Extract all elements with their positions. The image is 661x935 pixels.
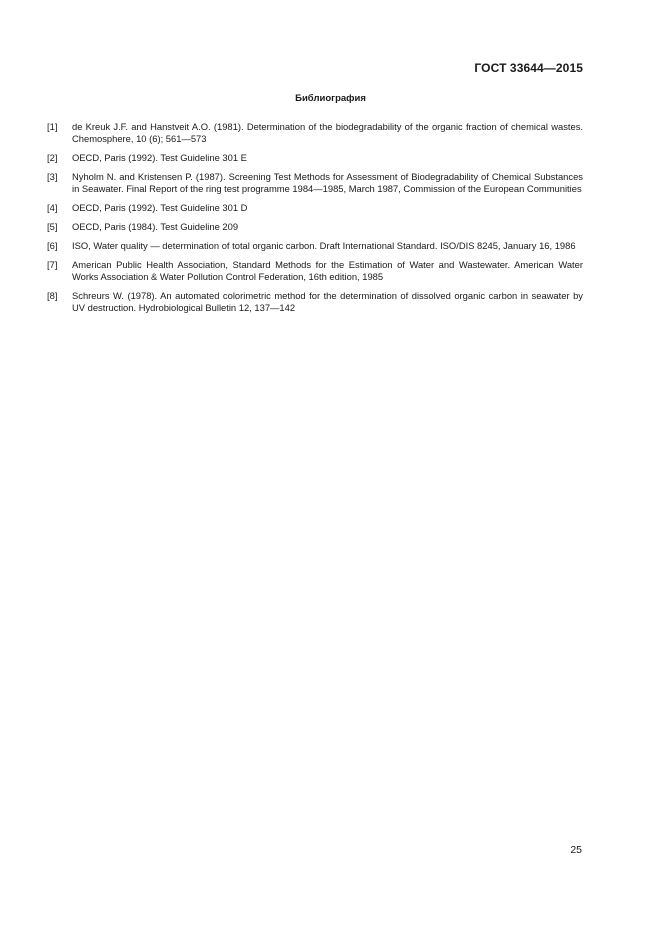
bibliography-item [47, 240, 583, 252]
bibliography-item-text: de Kreuk J.F. and Hanstveit A.O. (1981). Determination of the biodegradability of the organic fraction of chemical wastes. Chemosphere, 10 (6); 561—573 [72, 121, 583, 144]
bibliography-item [47, 259, 583, 283]
bibliography-item-text: OECD, Paris (1992). Test Guideline 301 D [72, 202, 248, 213]
bibliography-list [47, 121, 583, 321]
bibliography-item-number: [7] [47, 259, 58, 270]
bibliography-item-text: OECD, Paris (1984). Test Guideline 209 [72, 221, 239, 232]
bibliography-title: Библиография [295, 93, 366, 104]
bibliography-item-number: [3] [47, 171, 58, 182]
bibliography-item-number: [1] [47, 121, 58, 132]
bibliography-item-number: [4] [47, 202, 58, 213]
document-code: ГОСТ 33644—2015 [474, 61, 583, 75]
bibliography-item [47, 290, 583, 314]
bibliography-item [47, 221, 583, 233]
page-number: 25 [570, 844, 582, 856]
bibliography-item [47, 121, 583, 145]
bibliography-item [47, 202, 583, 214]
bibliography-item-text: American Public Health Association, Standard Methods for the Estimation of Water and Wastewater. American Water Works Association & Water Pollution Control Federation, 16th edition, 1985 [72, 259, 583, 282]
bibliography-item [47, 171, 583, 195]
bibliography-item-number: [5] [47, 221, 58, 232]
bibliography-item-number: [8] [47, 290, 58, 301]
bibliography-item-text: ISO, Water quality — determination of total organic carbon. Draft International Standard. ISO/DIS 8245, January 16, 1986 [72, 240, 576, 251]
bibliography-item-text: OECD, Paris (1992). Test Guideline 301 E [72, 152, 247, 163]
bibliography-item [47, 152, 583, 164]
bibliography-item-text: Schreurs W. (1978). An automated colorimetric method for the determination of dissolved organic carbon in seawater by UV destruction. Hydrobiological Bulletin 12, 137—142 [72, 290, 583, 313]
bibliography-item-text: Nyholm N. and Kristensen P. (1987). Screening Test Methods for Assessment of Biodegradability of Chemical Substances in Seawater. Final Report of the ring test programme 1984—1985, March 1987, Commission of the European Communities [72, 171, 583, 194]
bibliography-item-number: [6] [47, 240, 58, 251]
bibliography-item-number: [2] [47, 152, 58, 163]
